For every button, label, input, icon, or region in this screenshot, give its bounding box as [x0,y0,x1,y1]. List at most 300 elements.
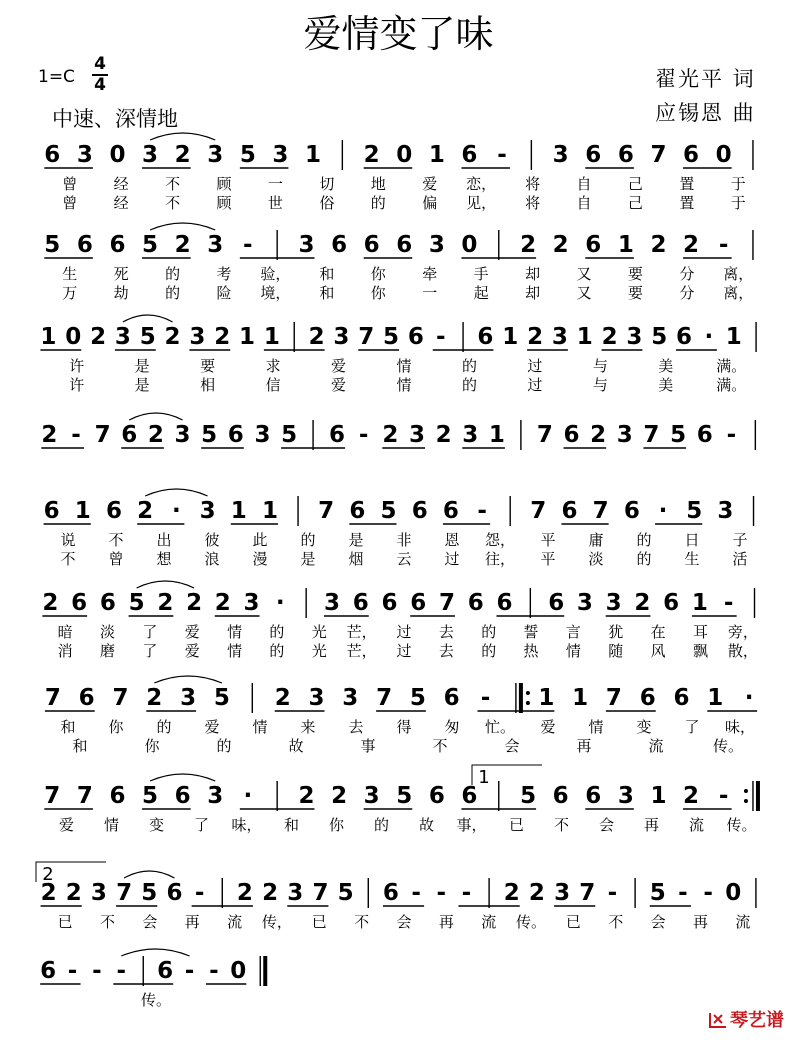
lyric-syllable: 许 [69,357,85,375]
slur [150,223,215,230]
note: 7 [605,685,622,711]
volta-number: 1 [478,767,490,788]
lyric-syllable: 爱 [58,816,75,834]
lyric-syllable: 偏 [422,194,438,212]
lyric-syllable: 将 [525,194,541,212]
tempo-marking: 中速、深情地 [52,107,178,131]
lyric-syllable: 的 [269,642,285,660]
dash-sustain: - [71,422,81,448]
note: 6 [585,783,602,809]
note: 6 [410,590,427,616]
note: 3 [76,142,93,168]
note: 6 [683,142,700,168]
lyric-syllable: 不 [432,737,448,755]
lyric-syllable: 己 [627,175,643,193]
lyric-syllable: 故 [418,816,435,834]
note: 3 [207,783,224,809]
note: 1 [650,783,667,809]
lyric-syllable: 忙。 [484,718,516,736]
note: 7 [112,685,129,711]
lyric-syllable: 地 [370,175,386,193]
note: 1 [261,498,278,524]
note: 1 [305,142,322,168]
note: 6 [40,958,57,984]
note: 2 [650,232,667,258]
lyric-syllable: 过 [396,623,412,641]
note: 2 [527,324,544,350]
lyric-syllable: 却 [525,265,541,283]
lyric-syllable: 置 [679,175,695,193]
lyric-syllable: 已 [311,913,327,931]
augmentation-dot: · [658,498,668,524]
lyric-syllable: 过 [444,550,460,568]
note: 2 [147,422,164,448]
lyric-syllable: 与 [592,357,608,375]
note: 7 [44,783,61,809]
note: 5 [142,232,159,258]
note: 7 [312,880,329,906]
lyric-syllable: 事 [360,737,376,755]
note: 2 [146,685,163,711]
lyric-syllable: 满。 [716,357,747,375]
note: 1 [572,685,589,711]
note: 2 [40,880,57,906]
lyric-syllable: 子 [732,531,748,549]
time-signature-bottom: 4 [94,75,106,95]
note: 5 [141,880,158,906]
note: 3 [243,590,260,616]
lyric-syllable: 浪 [204,550,220,568]
note: 5 [409,685,426,711]
note: 5 [380,498,397,524]
lyric-syllable: 流 [227,913,243,931]
note: 2 [298,783,315,809]
note: 6 [443,685,460,711]
lyric-syllable: 已 [508,816,525,834]
note: 2 [157,590,174,616]
volta-number: 2 [42,864,54,885]
lyric-syllable: 旁， [727,623,758,641]
dash-sustain: - [92,958,102,984]
lyric-syllable: 爱 [331,376,347,394]
note: 1 [428,142,445,168]
note: 0 [725,880,742,906]
note: 0 [230,958,247,984]
note: 6 [157,958,174,984]
augmentation-dot: · [275,590,285,616]
note: 6 [561,498,578,524]
note: 6 [382,880,399,906]
lyric-syllable: 了 [142,623,158,641]
lyric-syllable: 传， [261,913,292,931]
lyric-syllable: 俗 [319,194,335,212]
note: 6 [44,142,61,168]
dash-sustain: - [723,590,734,616]
lyric-syllable: 已 [565,913,581,931]
lyric-syllable: 将 [525,175,541,193]
lyric-syllable: 的 [156,718,172,736]
note: 3 [174,422,191,448]
lyric-syllable: 耳 [692,623,708,641]
lyric-syllable: 要 [627,265,643,283]
note: 6 [548,590,565,616]
logo-text: 琴艺谱 [730,1010,784,1031]
note: 2 [683,232,700,258]
note: 1 [263,324,280,350]
dash-sustain: - [480,685,491,711]
lyric-syllable: 的 [481,623,497,641]
note: 5 [44,232,61,258]
note: 6 [363,232,380,258]
note: 5 [396,783,413,809]
lyric-syllable: 漫 [252,550,268,568]
lyric-syllable: 流 [735,913,751,931]
lyric-syllable: 于 [730,194,746,212]
note: 3 [342,685,359,711]
lyric-syllable: 平 [540,531,556,549]
note: 5 [213,685,230,711]
lyric-syllable: 验， [260,265,291,283]
lyric-syllable: 却 [525,284,541,302]
lyric-syllable: 是 [300,550,316,568]
lyric-syllable: 情 [588,718,604,736]
lyric-syllable: 恩 [444,531,460,549]
lyric-syllable: 的 [165,265,181,283]
note: 7 [358,324,375,350]
lyric-syllable: 事， [456,816,487,834]
lyric-syllable: 随 [608,642,624,660]
note: 7 [94,422,111,448]
lyric-syllable: 往， [484,550,516,568]
lyric-syllable: 匆 [444,718,460,736]
lyric-syllable: 置 [679,194,695,212]
note: 3 [554,880,571,906]
note: 6 [585,232,602,258]
note: 2 [41,422,58,448]
note: 5 [383,324,400,350]
note: 6 [396,232,413,258]
lyric-syllable: 和 [319,284,335,302]
lyric-syllable: 许 [69,376,85,394]
note: 5 [337,880,354,906]
lyric-syllable: 经 [113,194,129,212]
note: 2 [164,324,181,350]
dash-sustain: - [194,880,205,906]
dash-sustain: - [436,880,447,906]
lyric-syllable: 和 [283,816,300,834]
note: 1 [707,685,724,711]
lyric-syllable: 的 [636,550,652,568]
lyric-syllable: 劫 [113,284,129,302]
lyric-syllable: 散， [727,642,758,660]
note: 7 [536,422,553,448]
lyric-syllable: 不 [553,816,570,834]
note: 3 [717,498,734,524]
lyric-syllable: 淡 [100,623,116,641]
note: 2 [503,880,520,906]
note: 6 [352,590,369,616]
lyric-syllable: 顾 [216,175,232,193]
note: 3 [324,590,341,616]
lyric-syllable: 说 [60,531,76,549]
lyric-syllable: 出 [156,531,172,549]
lyric-syllable: 犹 [608,623,624,641]
lyric-syllable: 再 [692,913,708,931]
logo-icon [708,1011,728,1029]
site-logo [708,1010,784,1032]
note: 2 [552,232,569,258]
lyric-syllable: 生 [62,265,78,283]
lyric-syllable: 流 [648,737,664,755]
lyric-syllable: 风 [650,642,666,660]
lyric-syllable: 会 [598,816,615,834]
note: 3 [605,590,622,616]
lyricist-credit: 翟光平 词 [655,67,756,91]
lyric-syllable: 不 [165,175,181,193]
lyric-syllable: 情 [227,623,243,641]
note: 2 [308,324,325,350]
dash-sustain: - [435,324,446,350]
note: 3 [617,783,634,809]
lyric-syllable: 不 [608,913,624,931]
lyric-syllable: 一 [422,284,438,302]
note: 7 [643,422,660,448]
lyric-syllable: 活 [732,550,748,568]
dash-sustain: - [243,232,253,258]
lyric-syllable: 是 [348,531,364,549]
note: 3 [207,142,224,168]
lyric-syllable: 离， [723,284,754,302]
dash-sustain: - [67,958,78,984]
note: 6 [227,422,244,448]
dash-sustain: - [726,422,737,448]
lyric-syllable: 爱 [184,623,200,641]
note: 3 [616,422,633,448]
augmentation-dot: · [704,324,714,350]
note: 6 [121,422,138,448]
lyric-syllable: 的 [636,531,652,549]
note: 5 [670,422,687,448]
lyric-syllable: 暗 [57,623,73,641]
note: 6 [411,498,428,524]
lyric-syllable: 见， [466,194,497,212]
note: 3 [199,498,216,524]
note: 5 [651,324,668,350]
lyric-syllable: 与 [592,376,608,394]
lyric-syllable: 情 [396,357,412,375]
note: 1 [230,498,247,524]
lyric-syllable: 了 [193,816,210,834]
note: 7 [650,142,667,168]
slur [123,315,173,322]
note: 3 [90,880,107,906]
note: 6 [109,232,126,258]
lyric-syllable: 又 [576,265,592,283]
repeat-dot [744,799,748,803]
dash-sustain: - [411,880,421,906]
note: 2 [214,590,231,616]
lyric-syllable: 满。 [716,376,747,394]
lyric-syllable: 信 [265,376,281,394]
lyric-syllable: 分 [679,284,695,302]
lyric-syllable: 在 [650,623,666,641]
lyric-syllable: 日 [684,531,700,549]
note: 6 [676,324,693,350]
note: 7 [376,685,393,711]
note: 7 [530,498,547,524]
lyric-syllable: 怨， [484,531,516,549]
lyric-syllable: 的 [165,284,181,302]
note: 2 [236,880,253,906]
note: 5 [239,142,256,168]
note: 3 [114,324,131,350]
dash-sustain: - [358,422,369,448]
note: 5 [128,590,145,616]
lyric-syllable: 此 [252,531,268,549]
lyric-syllable: 死 [113,265,129,283]
lyric-syllable: 情 [565,642,581,660]
slur [124,871,174,878]
lyric-syllable: 故 [288,737,304,755]
lyric-syllable: 于 [730,175,746,193]
lyric-syllable: 的 [481,642,497,660]
note: 7 [592,498,609,524]
key-signature: 1=C [38,67,75,87]
note: 3 [254,422,271,448]
note: 7 [44,685,61,711]
note: 2 [186,590,203,616]
augmentation-dot: · [243,783,253,809]
note: 3 [308,685,325,711]
dash-sustain: - [607,880,618,906]
dash-sustain: - [718,232,729,258]
lyric-syllable: 会 [504,737,520,755]
note: 2 [174,142,191,168]
note: 5 [142,783,159,809]
note: 0 [109,142,126,168]
slur [121,949,189,956]
note: 6 [442,498,459,524]
lyric-syllable: 热 [523,642,539,660]
dash-sustain: - [461,880,472,906]
note: 2 [435,422,452,448]
lyric-syllable: 了 [142,642,158,660]
note: 6 [78,685,95,711]
lyric-syllable: 得 [396,718,412,736]
lyric-syllable: 是 [134,357,150,375]
lyric-syllable: 平 [540,550,556,568]
lyric-syllable: 誓 [523,623,539,641]
lyric-syllable: 烟 [348,550,364,568]
lyric-syllable: 去 [438,642,454,660]
lyric-syllable: 光 [311,623,327,641]
note: 6 [407,324,424,350]
lyric-syllable: 爱 [422,175,438,193]
lyric-syllable: 己 [627,194,643,212]
slur [129,413,182,420]
lyric-syllable: 味， [231,816,262,834]
note: 2 [683,783,700,809]
lyric-syllable: 再 [184,913,200,931]
lyric-syllable: 经 [113,175,129,193]
slur [145,489,207,496]
note: 6 [43,498,60,524]
lyric-syllable: 险 [216,284,232,302]
note: 6 [166,880,183,906]
note: 6 [71,590,88,616]
lyric-syllable: 顾 [216,194,232,212]
note: 3 [287,880,304,906]
composer-credit: 应锡恩 曲 [655,101,756,125]
lyric-syllable: 再 [643,816,660,834]
note: 1 [725,324,742,350]
note: 6 [331,232,348,258]
lyric-syllable: 境， [260,284,291,302]
note: 2 [174,232,191,258]
lyric-syllable: 已 [57,913,73,931]
lyric-syllable: 情 [396,376,412,394]
lyric-syllable: 庸 [588,531,604,549]
note: 6 [496,590,513,616]
note: 6 [617,142,634,168]
lyric-syllable: 相 [200,376,216,394]
lyric-syllable: 爱 [540,718,556,736]
lyric-syllable: 过 [527,357,543,375]
note: 6 [623,498,640,524]
lyric-syllable: 磨 [100,642,116,660]
lyric-syllable: 云 [396,550,412,568]
lyric-syllable: 会 [142,913,158,931]
lyric-syllable: 美 [658,376,674,394]
lyric-syllable: 起 [473,284,489,302]
note: 1 [617,232,634,258]
note: 7 [318,498,335,524]
note: 2 [137,498,154,524]
lyric-syllable: 要 [200,357,216,375]
note: 1 [74,498,91,524]
lyric-syllable: 消 [57,642,73,660]
note: 2 [214,324,231,350]
note: 6 [696,422,713,448]
lyric-syllable: 了 [684,718,700,736]
lyric-syllable: 爱 [331,357,347,375]
note: 3 [333,324,350,350]
note: 2 [42,590,59,616]
note: 6 [381,590,398,616]
lyric-syllable: 的 [370,194,386,212]
note: 3 [408,422,425,448]
lyric-syllable: 不 [354,913,370,931]
lyric-syllable: 传。 [516,913,547,931]
note: 6 [349,498,366,524]
lyric-syllable: 自 [576,175,592,193]
note: 3 [363,783,380,809]
lyric-syllable: 求 [265,357,281,375]
note: 3 [298,232,315,258]
note: 5 [201,422,218,448]
lyric-syllable: 非 [396,531,412,549]
lyric-syllable: 传。 [140,991,172,1009]
lyric-syllable: 你 [144,737,160,755]
note: 3 [142,142,159,168]
note: 5 [649,880,666,906]
lyric-syllable: 光 [311,642,327,660]
note: 6 [563,422,580,448]
note: 2 [262,880,279,906]
lyric-syllable: 你 [370,284,386,302]
note: 2 [65,880,82,906]
note: 0 [715,142,732,168]
